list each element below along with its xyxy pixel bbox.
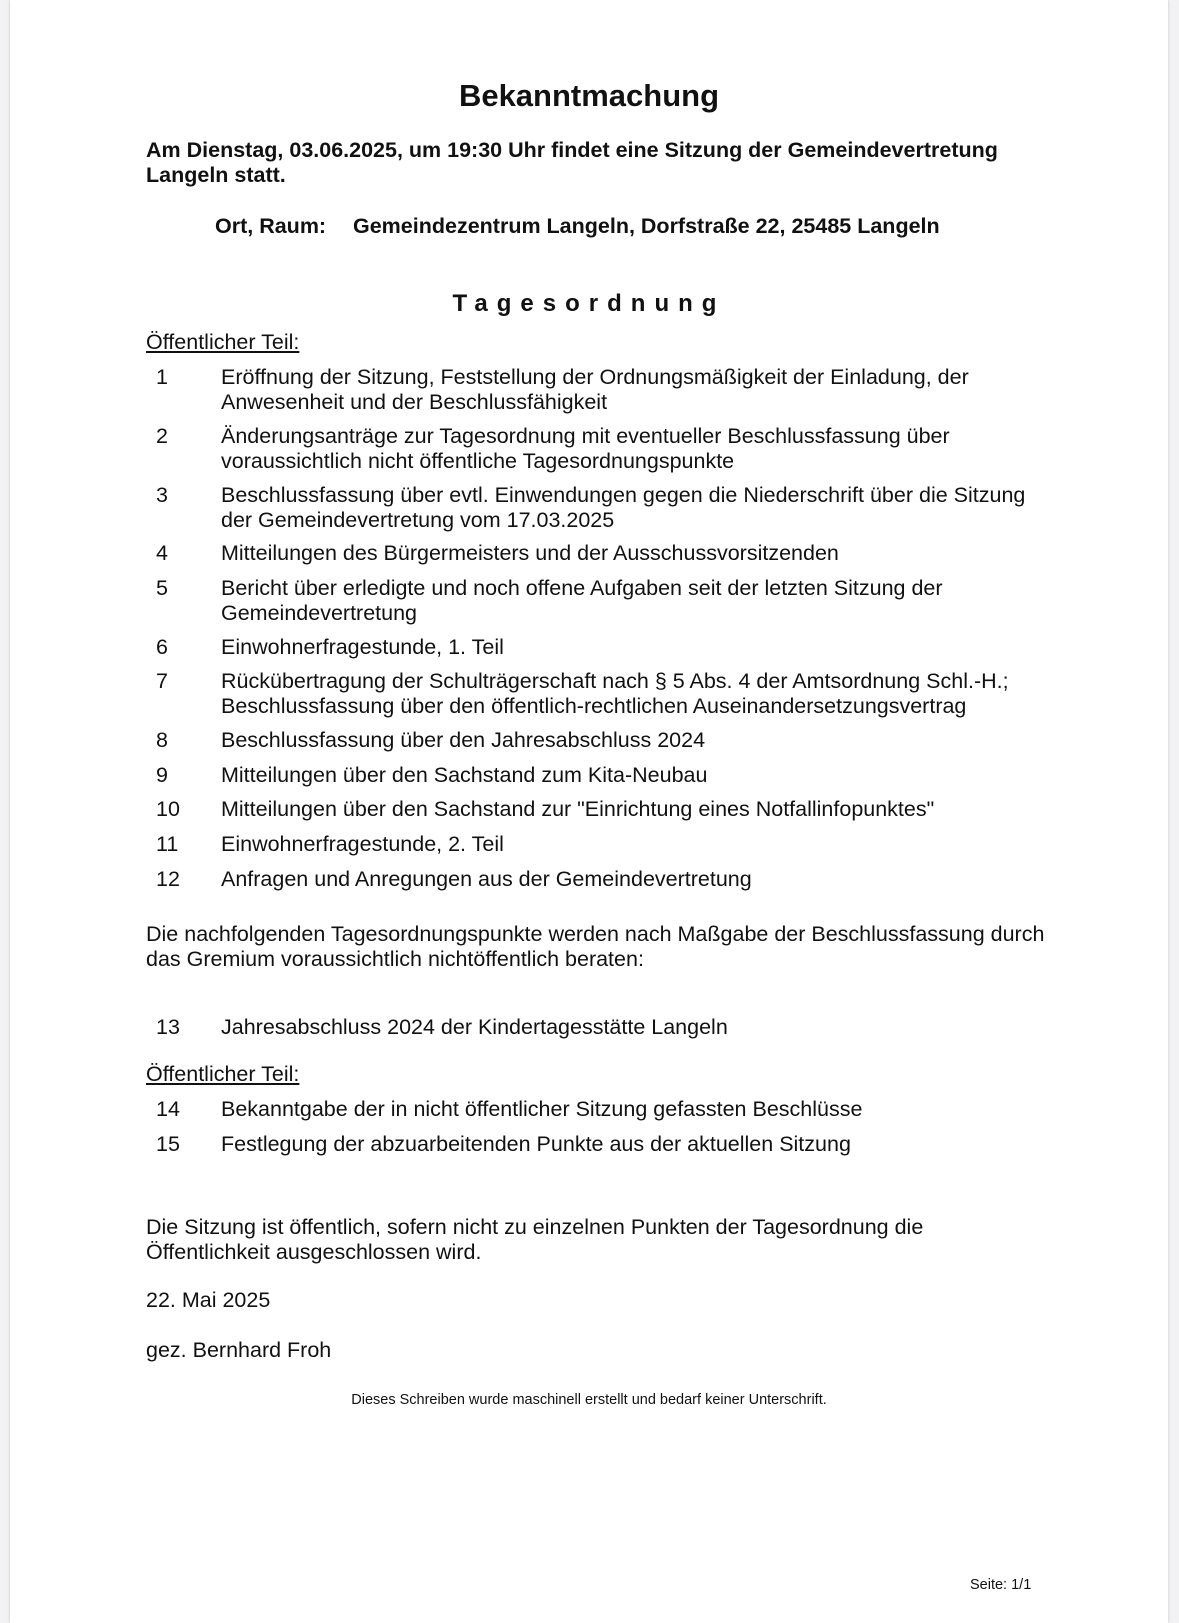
- agenda-item-text: Mitteilungen des Bürgermeisters und der Ausschussvorsitzenden: [221, 541, 839, 565]
- agenda-item-number: 11: [156, 832, 179, 856]
- section-label-public: Öffentlicher Teil:: [146, 330, 300, 354]
- agenda-heading: Tagesordnung: [452, 290, 726, 317]
- agenda-item-text: Mitteilungen über den Sachstand zur "Einrichtung eines Notfallinfopunktes": [221, 797, 935, 821]
- signature-line: gez. Bernhard Froh: [146, 1338, 332, 1362]
- closing-note: Die Sitzung ist öffentlich, sofern nicht zu einzelnen Punkten der Tagesordnung die Öffentlichkeit ausgeschlossen wird.: [146, 1215, 924, 1264]
- meeting-announcement: Am Dienstag, 03.06.2025, um 19:30 Uhr findet eine Sitzung der Gemeindevertretung Langeln statt.: [146, 138, 998, 187]
- agenda-item-text: Eröffnung der Sitzung, Feststellung der Ordnungsmäßigkeit der Einladung, der Anwesenheit und der Beschlussfähigkeit: [221, 365, 969, 414]
- agenda-item-number: 12: [156, 867, 180, 891]
- agenda-item-number: 9: [156, 763, 168, 787]
- agenda-item-text: Rückübertragung der Schulträgerschaft nach § 5 Abs. 4 der Amtsordnung Schl.-H.; Beschlussfassung über den öffentlich-rechtlichen Auseinandersetzungsvertrag: [221, 669, 1009, 718]
- agenda-item-text: Einwohnerfragestunde, 1. Teil: [221, 635, 504, 659]
- page-number: Seite: 1/1: [970, 1577, 1032, 1593]
- agenda-item-text: Anfragen und Anregungen aus der Gemeindevertretung: [221, 867, 752, 891]
- agenda-item-text: Festlegung der abzuarbeitenden Punkte aus der aktuellen Sitzung: [221, 1132, 851, 1156]
- agenda-item-number: 2: [156, 424, 168, 448]
- agenda-item-number: 6: [156, 635, 168, 659]
- agenda-item-text: Beschlussfassung über den Jahresabschluss 2024: [221, 728, 706, 752]
- agenda-item-number: 1: [156, 365, 168, 389]
- agenda-item-number: 3: [156, 483, 168, 507]
- agenda-item-text: Jahresabschluss 2024 der Kindertagesstätte Langeln: [221, 1015, 728, 1039]
- location-value: Gemeindezentrum Langeln, Dorfstraße 22, 25485 Langeln: [353, 214, 940, 238]
- agenda-item-number: 15: [156, 1132, 180, 1156]
- agenda-item-text: Beschlussfassung über evtl. Einwendungen gegen die Niederschrift über die Sitzung der Gemeindevertretung vom 17.03.2025: [221, 483, 1026, 532]
- nonpublic-intro: Die nachfolgenden Tagesordnungspunkte werden nach Maßgabe der Beschlussfassung durch das Gremium voraussichtlich nichtöffentlich beraten:: [146, 922, 1045, 971]
- section-label-public: Öffentlicher Teil:: [146, 1062, 300, 1086]
- agenda-item-number: 13: [156, 1015, 180, 1039]
- document-title: Bekanntmachung: [458, 78, 720, 113]
- agenda-item-text: Mitteilungen über den Sachstand zum Kita-Neubau: [221, 763, 708, 787]
- agenda-item-number: 10: [156, 797, 180, 821]
- agenda-item-text: Bekanntgabe der in nicht öffentlicher Sitzung gefassten Beschlüsse: [221, 1097, 863, 1121]
- document-date: 22. Mai 2025: [146, 1288, 271, 1312]
- machine-generated-note: Dieses Schreiben wurde maschinell erstellt und bedarf keiner Unterschrift.: [351, 1392, 827, 1408]
- agenda-item-number: 14: [156, 1097, 180, 1121]
- agenda-item-text: Einwohnerfragestunde, 2. Teil: [221, 832, 504, 856]
- agenda-item-text: Bericht über erledigte und noch offene Aufgaben seit der letzten Sitzung der Gemeindevertretung: [221, 576, 943, 625]
- location-label: Ort, Raum:: [215, 214, 327, 238]
- agenda-item-number: 8: [156, 728, 168, 752]
- agenda-item-number: 4: [156, 541, 168, 565]
- agenda-item-number: 7: [156, 669, 168, 693]
- agenda-item-text: Änderungsanträge zur Tagesordnung mit eventueller Beschlussfassung über voraussichtlich nicht öffentliche Tagesordnungspunkte: [221, 424, 950, 473]
- document-page: [10, 0, 1168, 1623]
- agenda-item-number: 5: [156, 576, 168, 600]
